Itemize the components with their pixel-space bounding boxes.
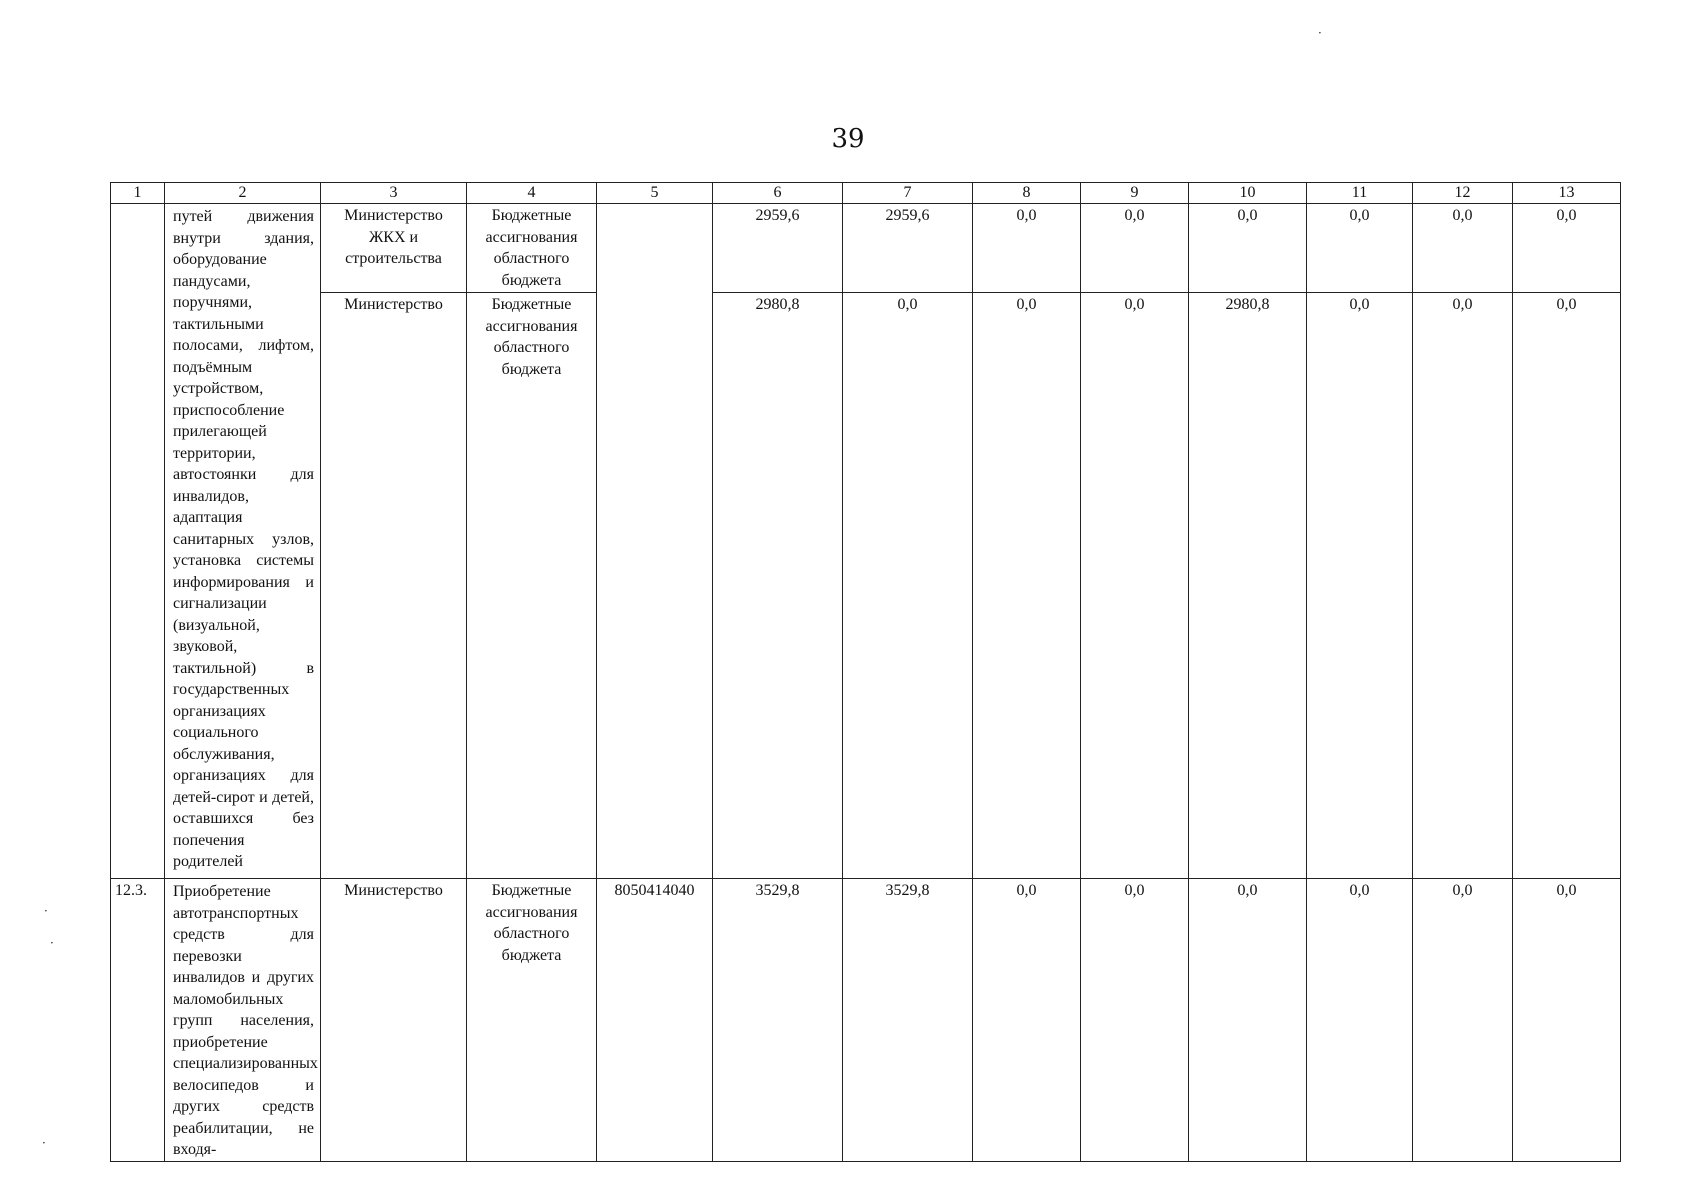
column-header: 12 xyxy=(1413,183,1513,204)
column-header: 7 xyxy=(843,183,973,204)
executor-cell: Министерство xyxy=(321,293,467,879)
scan-speck: · xyxy=(42,1136,46,1150)
scan-speck: · xyxy=(50,936,54,950)
column-header: 3 xyxy=(321,183,467,204)
value-cell: 0,0 xyxy=(1081,879,1189,1162)
column-header: 6 xyxy=(713,183,843,204)
value-cell: 3529,8 xyxy=(843,879,973,1162)
value-cell: 0,0 xyxy=(1307,293,1413,879)
column-header: 10 xyxy=(1189,183,1307,204)
value-cell: 2980,8 xyxy=(713,293,843,879)
row-number-cell xyxy=(111,204,165,879)
value-cell: 0,0 xyxy=(1307,204,1413,293)
column-header: 2 xyxy=(165,183,321,204)
value-cell: 2980,8 xyxy=(1189,293,1307,879)
value-cell: 0,0 xyxy=(1513,879,1621,1162)
executor-cell: Министерство ЖКХ и строительства xyxy=(321,204,467,293)
table-row xyxy=(111,293,1621,879)
column-header: 4 xyxy=(467,183,597,204)
value-cell: 0,0 xyxy=(1081,293,1189,879)
value-cell: 0,0 xyxy=(1189,204,1307,293)
page-number: 39 xyxy=(831,124,865,154)
column-header: 5 xyxy=(597,183,713,204)
table-row xyxy=(111,204,1621,293)
column-header: 1 xyxy=(111,183,165,204)
value-cell: 0,0 xyxy=(973,879,1081,1162)
scan-speck: · xyxy=(44,904,48,918)
value-cell: 0,0 xyxy=(1513,204,1621,293)
description-cell: Приобретение автотранспортных средств для перевозки инвалидов и других маломобильных групп населения, приобретение специализированных велосипедов и других средств реабилитации, не входя- xyxy=(165,879,321,1162)
source-cell: Бюджетные ассигнования областного бюджета xyxy=(467,293,597,879)
value-cell: 0,0 xyxy=(1189,879,1307,1162)
value-cell: 0,0 xyxy=(973,204,1081,293)
source-cell: Бюджетные ассигнования областного бюджета xyxy=(467,204,597,293)
value-cell: 0,0 xyxy=(1413,293,1513,879)
value-cell: 0,0 xyxy=(843,293,973,879)
code-cell: 8050414040 xyxy=(597,879,713,1162)
value-cell: 2959,6 xyxy=(843,204,973,293)
header-row xyxy=(111,183,1621,204)
value-cell: 0,0 xyxy=(1307,879,1413,1162)
source-cell: Бюджетные ассигнования областного бюджета xyxy=(467,879,597,1162)
scan-speck: · xyxy=(1318,26,1322,40)
column-header: 8 xyxy=(973,183,1081,204)
value-cell: 0,0 xyxy=(1081,204,1189,293)
value-cell: 2959,6 xyxy=(713,204,843,293)
executor-cell: Министерство xyxy=(321,879,467,1162)
value-cell: 3529,8 xyxy=(713,879,843,1162)
code-cell xyxy=(597,204,713,879)
column-header: 11 xyxy=(1307,183,1413,204)
value-cell: 0,0 xyxy=(1413,879,1513,1162)
value-cell: 0,0 xyxy=(1513,293,1621,879)
budget-table xyxy=(110,182,1621,1162)
value-cell: 0,0 xyxy=(973,293,1081,879)
value-cell: 0,0 xyxy=(1413,204,1513,293)
description-cell: путей движения внутри здания, оборудование пандусами, поручнями, тактильными полосами, лифтом, подъёмным устройством, приспособление прилегающей территории, автостоянки для инвалидов, адаптация санитарных узлов, установка системы информирования и сигнализации (визуальной, звуковой, тактильной) в государственных организациях социального обслуживания, организациях для детей-сирот и детей, оставшихся без попечения родителей xyxy=(165,204,321,879)
table-row xyxy=(111,879,1621,1162)
column-header: 9 xyxy=(1081,183,1189,204)
column-header: 13 xyxy=(1513,183,1621,204)
row-number-cell: 12.3. xyxy=(111,879,165,1162)
